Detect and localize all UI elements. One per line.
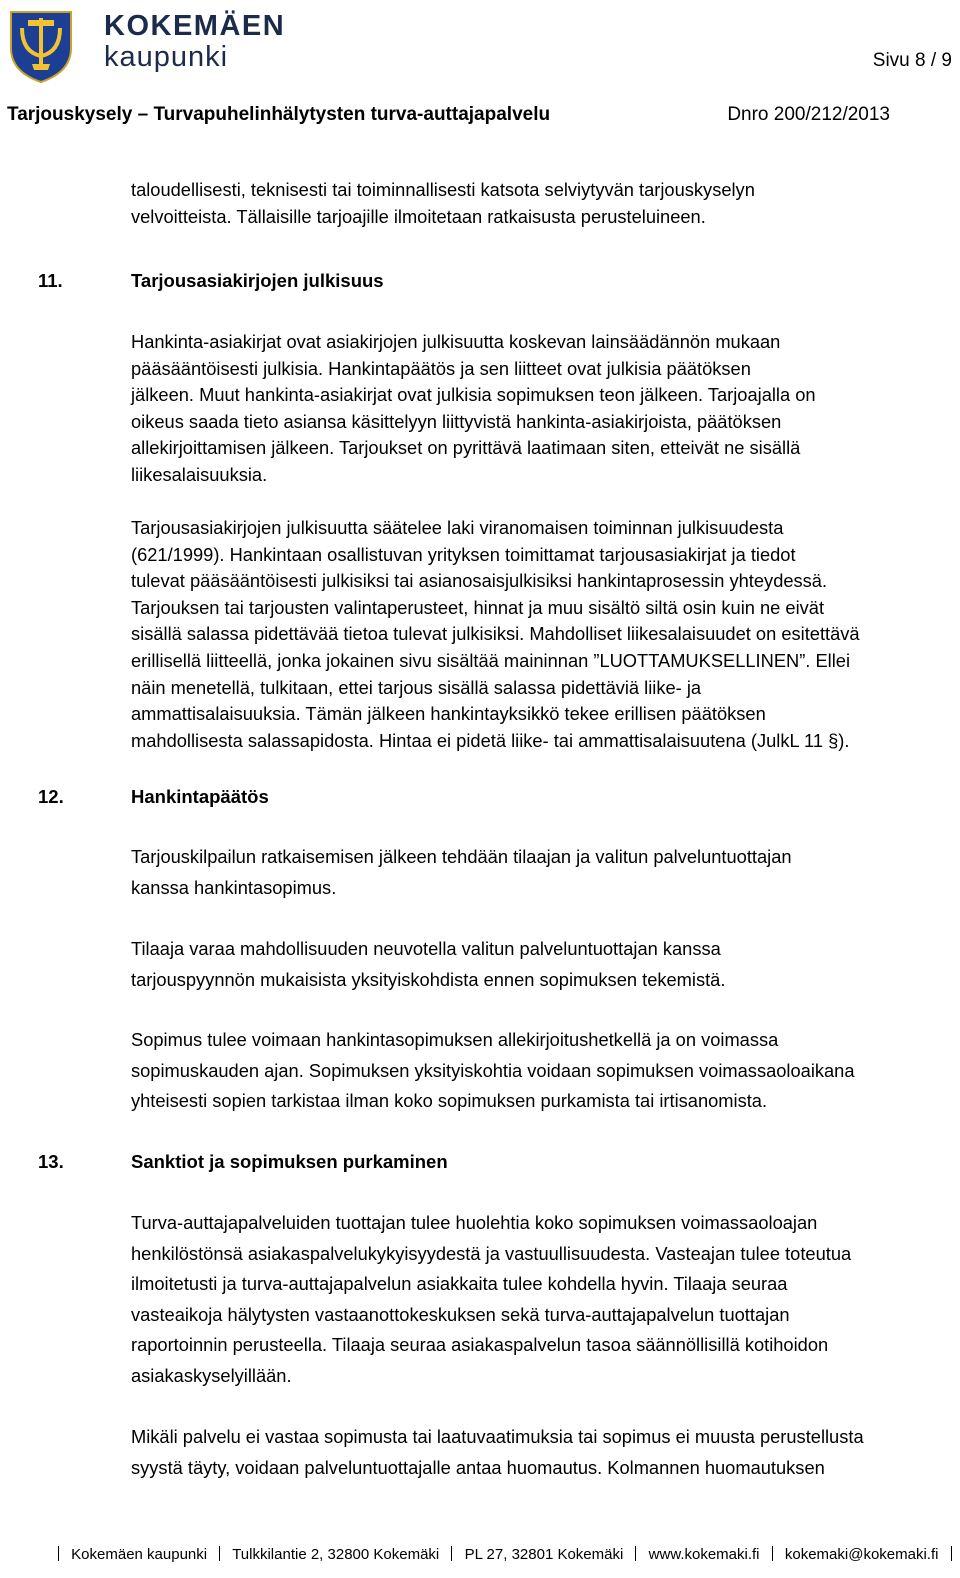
footer-separator — [951, 1546, 952, 1561]
brand-wordmark — [104, 12, 285, 73]
text-line: velvoitteista. Tällaisille tarjoajille ilmoitetaan ratkaisusta perusteluineen. — [131, 205, 706, 227]
coat-of-arms-icon — [8, 8, 74, 84]
section-title: Sanktiot ja sopimuksen purkaminen — [131, 1151, 448, 1172]
text-line: syystä täyty, voidaan palveluntuottajalle antaa huomautus. Kolmannen huomautuksen — [131, 1456, 825, 1478]
text-line: taloudellisesti, teknisesti tai toiminnallisesti katsota selviytyvän tarjouskyselyn — [131, 179, 755, 200]
text-line: Mikäli palvelu ei vastaa sopimusta tai laatuvaatimuksia tai sopimus ei muusta perustellusta — [131, 1426, 864, 1447]
text-line: allekirjoittamisen jälkeen. Tarjoukset on pyrittävä laatimaan siten, etteivät ne sisällä — [131, 437, 801, 459]
section-13-paragraph-1 — [131, 1208, 941, 1391]
text-line: sopimuskauden ajan. Sopimuksen yksityiskohtia voidaan sopimuksen voimassaoloaikana — [131, 1059, 855, 1081]
footer-separator — [635, 1546, 636, 1561]
text-line: kanssa hankintasopimus. — [131, 876, 337, 898]
text-line: Hankinta-asiakirjat ovat asiakirjojen julkisuutta koskevan lainsäädännön mukaan — [131, 331, 781, 352]
document-number: Dnro 200/212/2013 — [727, 104, 890, 125]
section-heading-11 — [38, 270, 638, 294]
footer-street-address: Tulkkilantie 2, 32800 Kokemäki — [232, 1546, 440, 1563]
footer-separator — [219, 1546, 220, 1561]
text-line: näin menetellä, tulkitaan, ettei tarjous sisällä salassa pidettäviä liike- ja — [131, 676, 702, 698]
text-line: Sopimus tulee voimaan hankintasopimuksen allekirjoitushetkellä ja on voimassa — [131, 1029, 779, 1050]
text-line: Turva-auttajapalveluiden tuottajan tulee huolehtia koko sopimuksen voimassaoloajan — [131, 1212, 818, 1233]
text-line: tarjouspyynnön mukaisista yksityiskohdista ennen sopimuksen tekemistä. — [131, 968, 726, 990]
text-line: henkilöstönsä asiakaspalvelukykyisyydestä ja vastuullisuudesta. Vasteajan tulee toteutua — [131, 1242, 852, 1264]
section-12-paragraph-1 — [131, 842, 941, 903]
section-number: 12. — [38, 786, 64, 807]
footer-email-link[interactable]: kokemaki@kokemaki.fi — [784, 1546, 939, 1563]
section-11-paragraph-2 — [131, 515, 941, 754]
text-line: Tarjouskilpailun ratkaisemisen jälkeen tehdään tilaajan ja valitun palveluntuottajan — [131, 846, 792, 867]
text-line: mahdollisesta salassapidosta. Hintaa ei pidetä liike- tai ammattisalaisuutena (JulkL 11 §). — [131, 729, 850, 751]
page-footer — [50, 1546, 960, 1563]
section-title: Tarjousasiakirjojen julkisuus — [131, 270, 384, 291]
document-header — [7, 104, 890, 126]
section-12-paragraph-3 — [131, 1025, 941, 1117]
footer-website-link[interactable]: www.kokemaki.fi — [648, 1546, 760, 1563]
page-number: Sivu 8 / 9 — [872, 50, 952, 71]
document-title: Tarjouskysely – Turvapuhelinhälytysten turva-auttajapalvelu — [7, 104, 551, 125]
section-number: 13. — [38, 1151, 64, 1172]
text-line: ilmoitetusti ja turva-auttajapalvelun asiakkaita tulee kohdella hyvin. Tilaaja seuraa — [131, 1273, 788, 1294]
text-line: ammattisalaisuuksia. Tämän jälkeen hankintayksikkö tekee erillisen päätöksen — [131, 703, 766, 725]
footer-organization: Kokemäen kaupunki — [71, 1546, 208, 1563]
text-line: (621/1999). Hankintaan osallistuvan yrityksen toimittamat tarjousasiakirjat ja tiedot — [131, 543, 796, 565]
text-line: yhteisesti sopien tarkistaa ilman koko sopimuksen purkamista tai irtisanomista. — [131, 1090, 768, 1111]
text-line: Tilaaja varaa mahdollisuuden neuvotella valitun palveluntuottajan kanssa — [131, 938, 721, 959]
section-title: Hankintapäätös — [131, 786, 269, 807]
text-line: Tarjouksen tai tarjousten valintaperusteet, hinnat ja muu sisältö siltä osin kuin ne eivät — [131, 596, 825, 618]
text-line: Tarjousasiakirjojen julkisuutta säätelee laki viranomaisen toiminnan julkisuudesta — [131, 517, 784, 538]
text-line: erillisellä liitteellä, jonka jokainen sivu sisältää maininnan ”LUOTTAMUKSELLINEN”. Ellei — [131, 649, 851, 671]
section-12-paragraph-2 — [131, 934, 941, 995]
brand-line1: KOKEMÄEN — [104, 10, 286, 42]
intro-paragraph — [131, 177, 941, 230]
text-line: asiakaskyselyillään. — [131, 1364, 292, 1386]
footer-postal-address: PL 27, 32801 Kokemäki — [464, 1546, 624, 1563]
text-line: vasteaikoja hälytysten vastaanottokeskuksen sekä turva-auttajapalvelun tuottajan — [131, 1303, 790, 1325]
text-line: pääsääntöisesti julkisia. Hankintapäätös ja sen liitteet ovat julkisia päätöksen — [131, 357, 751, 379]
section-heading-13 — [38, 1151, 638, 1175]
footer-separator — [58, 1546, 59, 1561]
footer-separator — [451, 1546, 452, 1561]
brand-line2: kaupunki — [104, 41, 229, 73]
text-line: sisällä salassa pidettävää tietoa tulevat julkisiksi. Mahdolliset liikesalaisuudet on esitettävä — [131, 623, 860, 645]
section-11-paragraph-1 — [131, 329, 941, 489]
text-line: raportoinnin perusteella. Tilaaja seuraa asiakaspalvelun tasoa säännöllisillä kotihoidon — [131, 1334, 829, 1355]
text-line: jälkeen. Muut hankinta-asiakirjat ovat julkisia sopimuksen teon jälkeen. Tarjoajalla on — [131, 384, 816, 406]
section-heading-12 — [38, 786, 638, 810]
text-line: liikesalaisuuksia. — [131, 463, 268, 485]
text-line: oikeus saada tieto asiansa käsittelyyn liittyvistä hankinta-asiakirjoista, päätöksen — [131, 410, 782, 432]
section-number: 11. — [38, 270, 63, 291]
section-13-paragraph-2 — [131, 1422, 941, 1483]
text-line: tulevat pääsääntöisesti julkisiksi tai asianosaisjulkisiksi hankintaprosessin yhteydessä. — [131, 570, 828, 592]
footer-separator — [772, 1546, 773, 1561]
